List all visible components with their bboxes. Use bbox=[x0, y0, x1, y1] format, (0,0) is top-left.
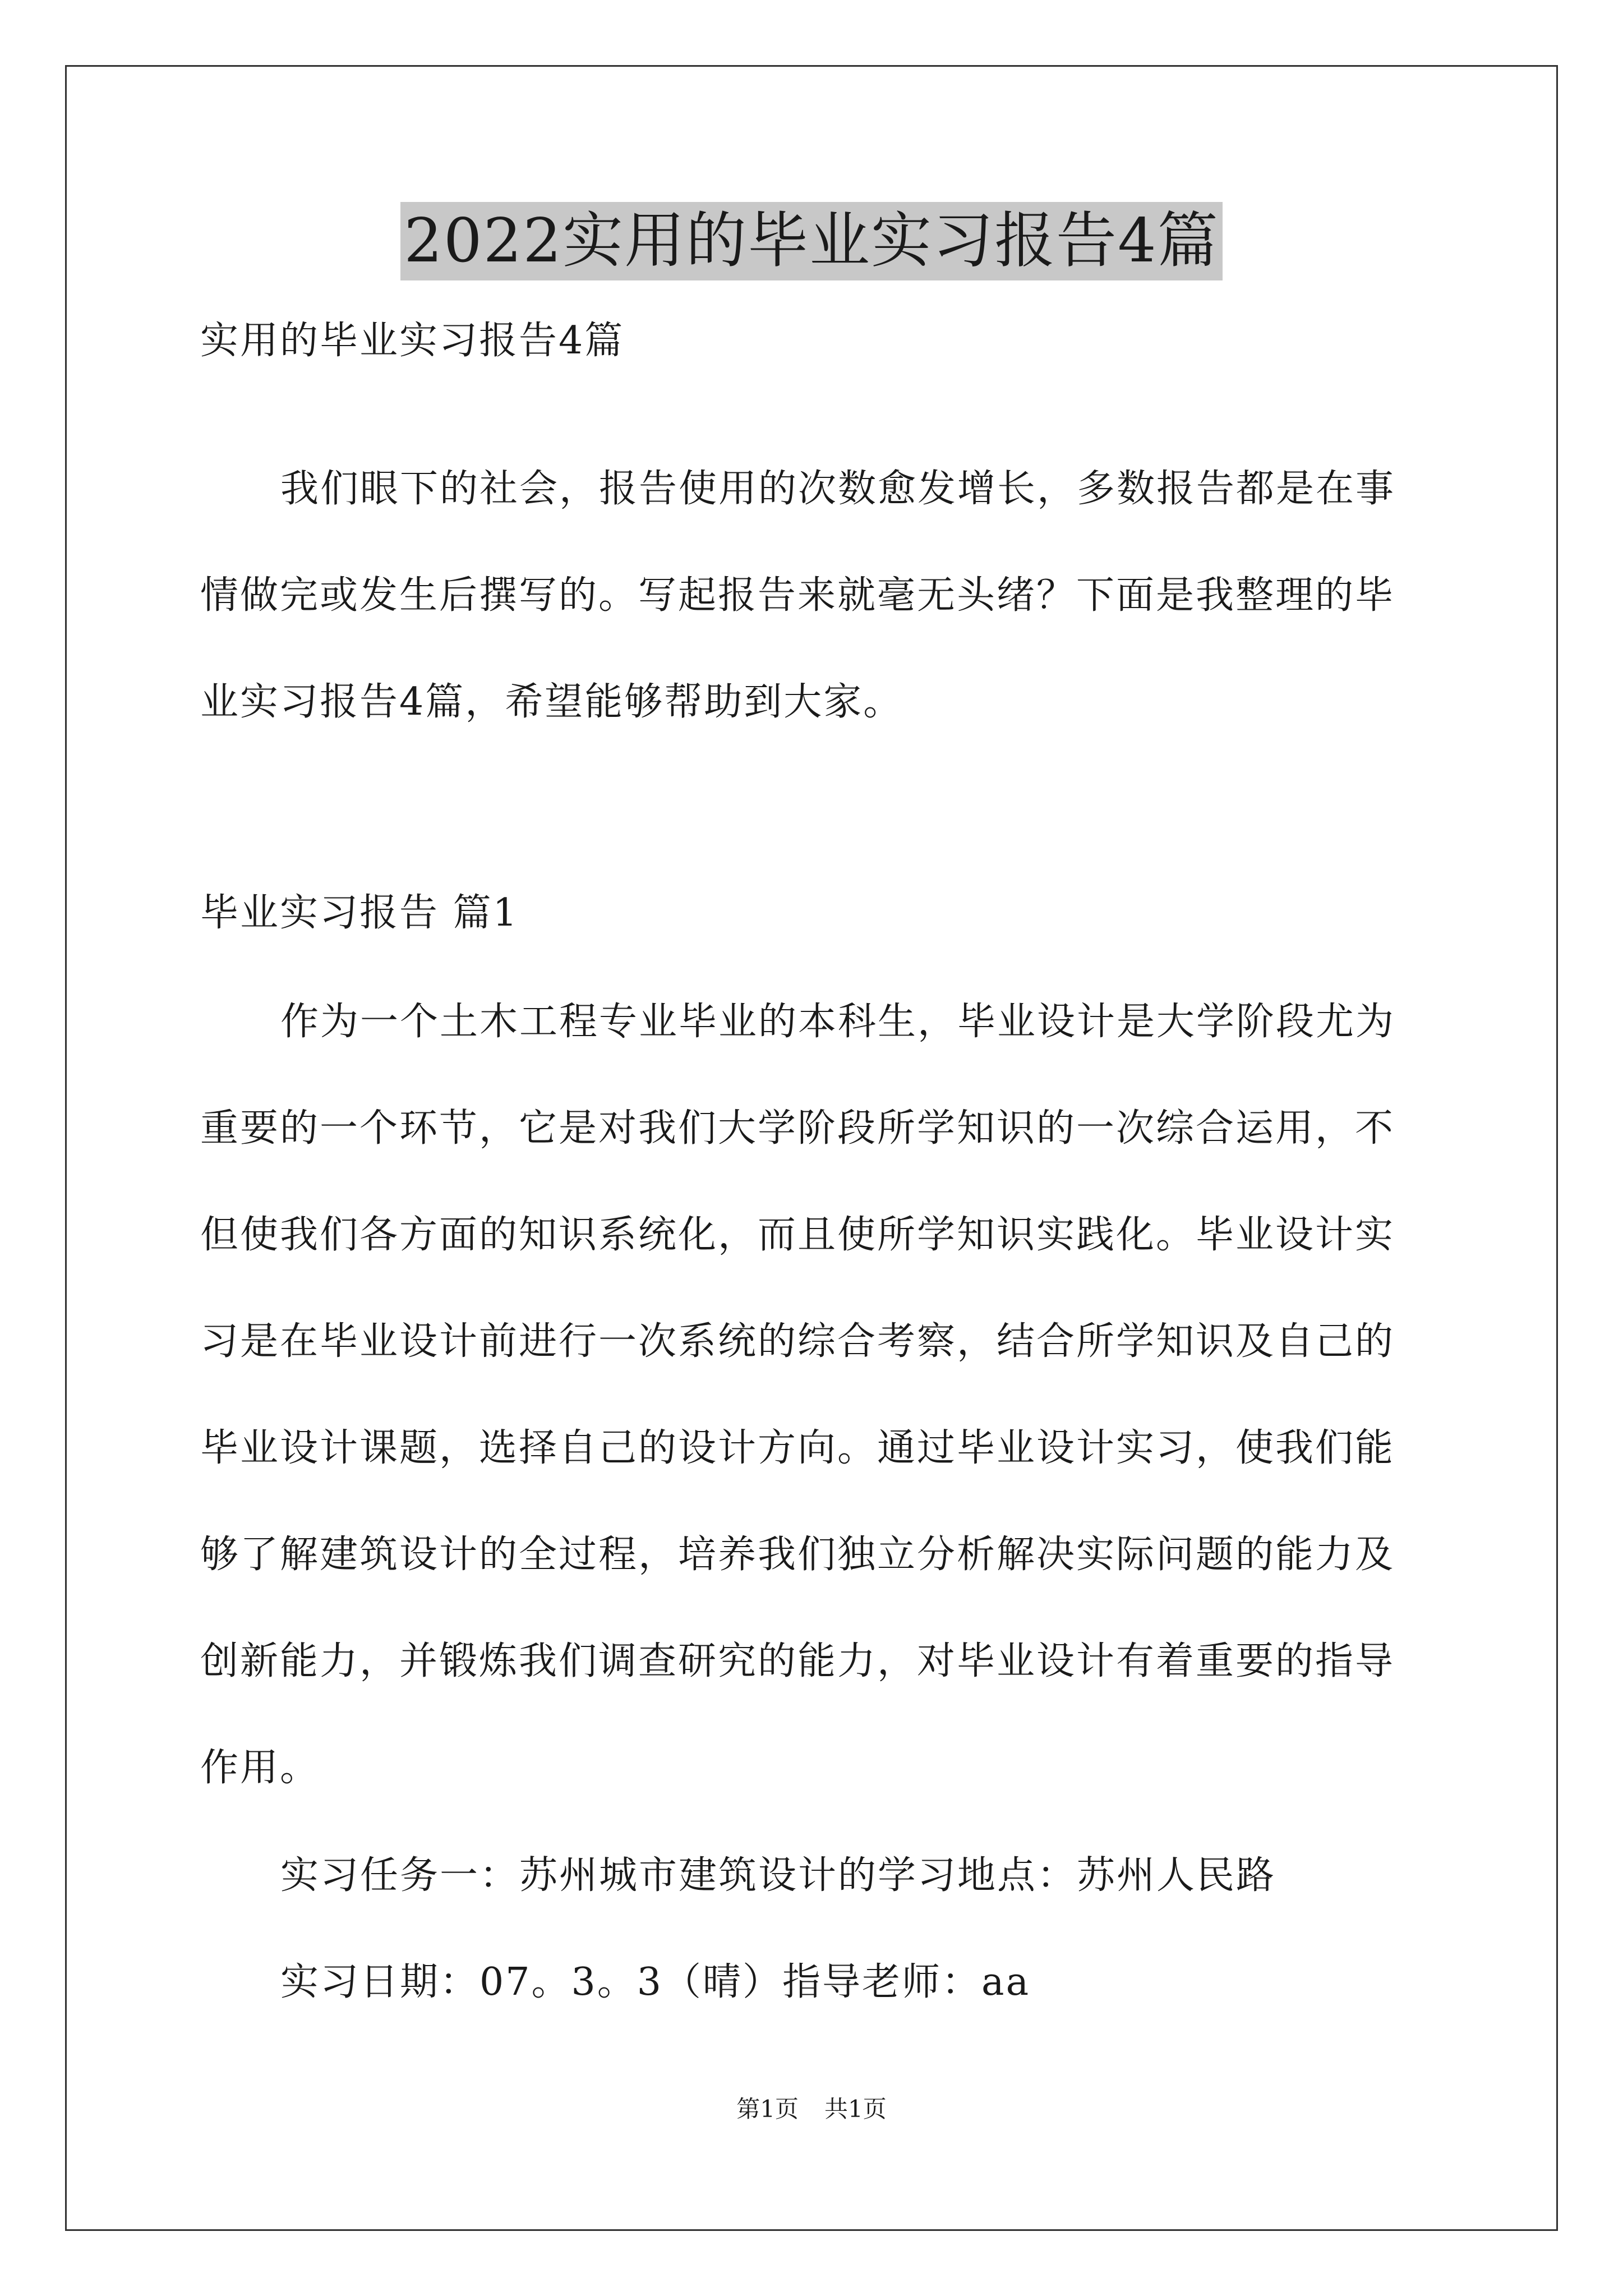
page-footer bbox=[0, 2092, 1623, 2126]
page-number-total: 共1页 bbox=[824, 2095, 887, 2123]
intro-line-3: 业实习报告4篇，希望能够帮助到大家。 bbox=[200, 680, 903, 724]
intro-line-2: 情做完或发生后撰写的。写起报告来就毫无头绪？下面是我整理的毕 bbox=[200, 573, 1395, 618]
intro-line-1: 我们眼下的社会，报告使用的次数愈发增长，多数报告都是在事 bbox=[280, 467, 1396, 511]
body-line-4: 习是在毕业设计前进行一次系统的综合考察，结合所学知识及自己的 bbox=[200, 1319, 1395, 1364]
date-line: 实习日期：07。3。3（晴）指导老师：aa bbox=[280, 1960, 1031, 2004]
task-line: 实习任务一：苏州城市建筑设计的学习地点：苏州人民路 bbox=[280, 1853, 1276, 1898]
document-title: 2022实用的毕业实习报告4篇 bbox=[400, 202, 1223, 280]
body-line-5: 毕业设计课题，选择自己的设计方向。通过毕业设计实习，使我们能 bbox=[200, 1426, 1395, 1470]
body-line-2: 重要的一个环节，它是对我们大学阶段所学知识的一次综合运用，不 bbox=[200, 1106, 1395, 1151]
title-container bbox=[0, 202, 1623, 280]
document-subtitle: 实用的毕业实习报告4篇 bbox=[200, 319, 625, 363]
page-number-current: 第1页 bbox=[736, 2095, 799, 2123]
body-line-3: 但使我们各方面的知识系统化，而且使所学知识实践化。毕业设计实 bbox=[200, 1213, 1395, 1257]
body-line-8: 作用。 bbox=[200, 1746, 320, 1790]
section-heading: 毕业实习报告 篇1 bbox=[200, 891, 519, 935]
body-line-1: 作为一个土木工程专业毕业的本科生，毕业设计是大学阶段尤为 bbox=[280, 1000, 1396, 1044]
body-line-6: 够了解建筑设计的全过程，培养我们独立分析解决实际问题的能力及 bbox=[200, 1533, 1395, 1577]
body-line-7: 创新能力，并锻炼我们调查研究的能力，对毕业设计有着重要的指导 bbox=[200, 1639, 1395, 1683]
